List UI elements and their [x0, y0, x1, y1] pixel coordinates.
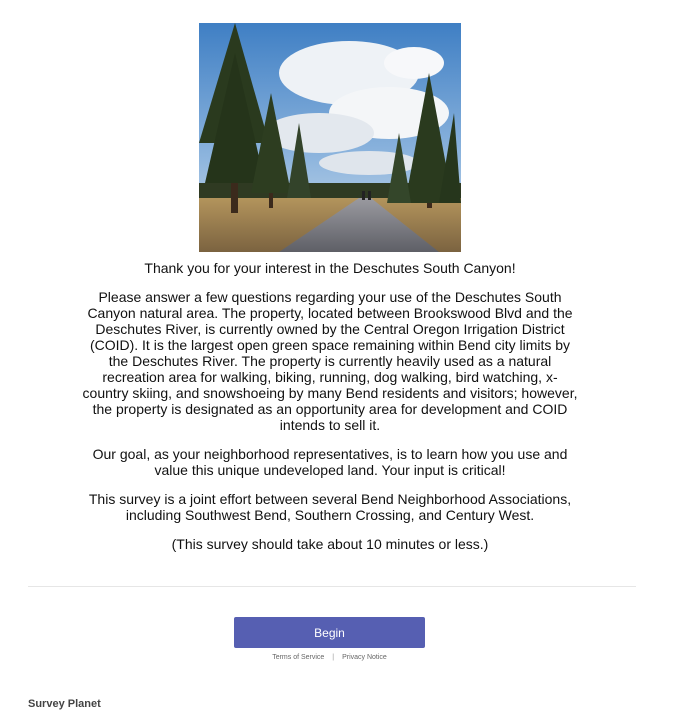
- intro-thanks: Thank you for your interest in the Deschutes South Canyon!: [144, 260, 516, 276]
- survey-intro: [82, 260, 578, 552]
- trail-landscape-image: [199, 23, 461, 252]
- begin-button[interactable]: Begin: [234, 617, 425, 648]
- footer-separator: |: [332, 654, 335, 661]
- terms-of-service-link[interactable]: Terms of Service: [272, 654, 325, 661]
- intro-goal: Our goal, as your neighborhood representatives, is to learn how you use and value this unique undeveloped land. Your input is critical!: [92, 446, 568, 478]
- intro-joint-effort: This survey is a joint effort between several Bend Neighborhood Associations, including Southwest Bend, Southern Crossing, and Century West.: [88, 491, 572, 523]
- intro-duration: (This survey should take about 10 minutes or less.): [171, 536, 489, 552]
- intro-description: Please answer a few questions regarding your use of the Deschutes South Canyon natural area. The property, located between Brookswood Blvd and the Deschutes River, is currently owned by the Central Oregon Irrigation District (COID). It is the largest open green space remaining within Bend city limits by the Deschutes River. The property is currently heavily used as a natural recreation area for walking, biking, running, dog walking, bird watching, x-country skiing, and snowshoeing by many Bend residents and visitors; however, the property is designated as an opportunity area for development and COID intends to sell it.: [82, 289, 578, 433]
- privacy-notice-link[interactable]: Privacy Notice: [342, 654, 387, 661]
- hero-image: [199, 23, 461, 252]
- footer-links: [234, 654, 425, 661]
- divider: [28, 586, 636, 587]
- brand-logo: Survey Planet: [28, 698, 101, 710]
